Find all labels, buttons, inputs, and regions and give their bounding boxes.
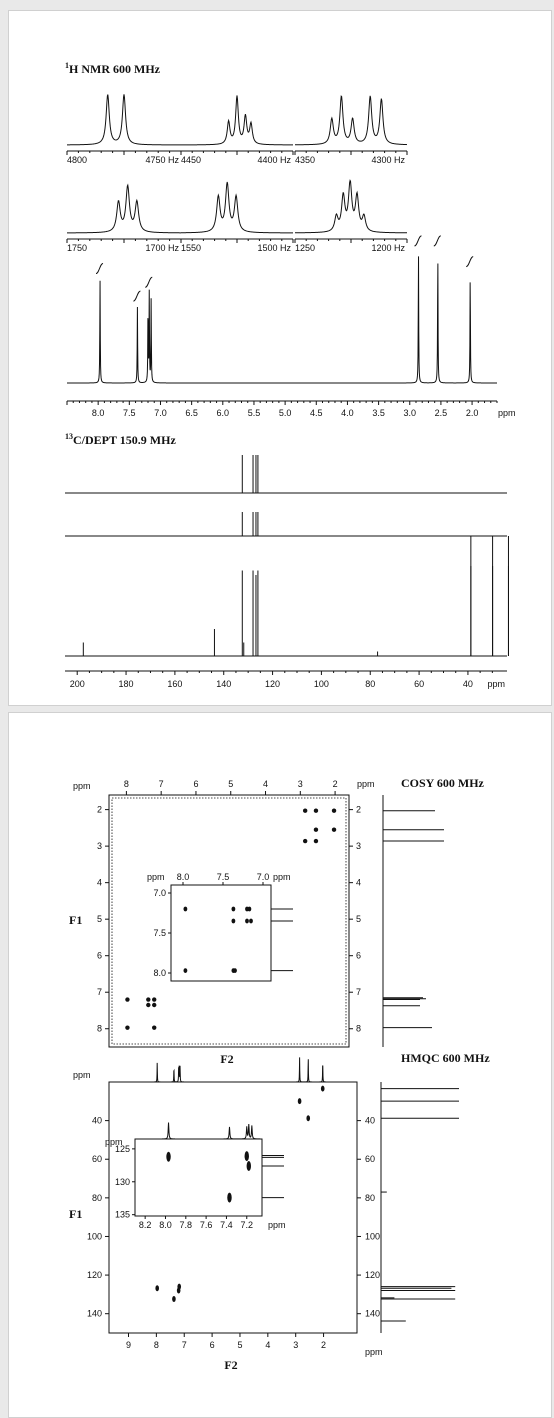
c-tick-label: 180 (118, 679, 134, 689)
cosy-y-tick-label-right: 6 (356, 950, 362, 961)
cosy-inset-y-label: 7.0 (153, 888, 166, 898)
c-tick-label: 80 (365, 679, 376, 689)
hmqc-inset-peak (247, 1161, 251, 1171)
c-dept-title (65, 432, 176, 447)
c-dept-spectra (65, 455, 508, 689)
cosy-x-tick-label: 5 (228, 779, 234, 789)
hmqc-inset-x-label: 7.2 (240, 1220, 254, 1230)
h-tick-label: 5.5 (247, 408, 261, 418)
cosy-cross-peak (314, 839, 318, 843)
expansion-panel (67, 185, 181, 253)
cosy-cross-peak (125, 997, 129, 1001)
hmqc-y-tick-label-left: 140 (86, 1308, 102, 1319)
cosy-y-tick-label-left: 4 (96, 877, 102, 888)
hmqc-x-tick-label: 4 (265, 1340, 271, 1350)
hmqc-y-tick-label-right: 60 (365, 1154, 376, 1165)
cosy-cross-peak (332, 809, 336, 813)
hmqc-x-tick-label: 5 (237, 1340, 243, 1350)
cosy-x-tick-label: 7 (158, 779, 164, 789)
c-tick-label: 40 (462, 679, 473, 689)
cosy-x-tick-label: 2 (332, 779, 338, 789)
h-tick-label: 4.0 (341, 408, 354, 418)
cosy-inset-frame (171, 885, 271, 981)
cosy-cross-peak (125, 1025, 129, 1029)
hmqc-y-tick-label-right: 80 (365, 1192, 376, 1203)
hmqc-inset-projection-top (135, 1123, 262, 1140)
hmqc-x-tick-label: 8 (153, 1340, 159, 1350)
hmqc-y-tick-label-right: 140 (365, 1308, 381, 1319)
cosy-inset-y-label: 7.5 (153, 928, 166, 938)
nmr-1d-page (8, 10, 552, 706)
hmqc-x-tick-label: 3 (293, 1340, 299, 1350)
cosy-cross-peak (314, 827, 318, 831)
hmqc-inset-y-label: 135 (114, 1209, 130, 1220)
h-tick-label: 6.0 (216, 408, 230, 418)
hmqc-inset-frame (135, 1139, 262, 1216)
hmqc-inset-peak (245, 1151, 249, 1161)
cosy-y-tick-label-left: 3 (96, 841, 102, 852)
hmqc-x-tick-label: 2 (321, 1340, 327, 1350)
cosy-inset-peak (245, 919, 249, 924)
h-tick-label: 4.5 (310, 408, 323, 418)
cosy-y-tick-label-left: 2 (96, 804, 102, 815)
cosy-y-tick-label-right: 7 (356, 987, 362, 998)
hmqc-x-tick-label: 7 (181, 1340, 187, 1350)
expansion-tick-label: 4450 (181, 155, 202, 165)
hmqc-inset-unit-y: ppm (105, 1137, 123, 1147)
h-title-sup: 1 (65, 61, 69, 70)
cosy-y-tick-label-right: 4 (356, 877, 362, 888)
expansion-tick-label: 4800 (67, 155, 88, 165)
hmqc-inset-x-label: 7.8 (179, 1220, 193, 1230)
hmqc-f1-label: F1 (69, 1207, 83, 1221)
expansion-panel (295, 96, 407, 165)
expansion-trace (295, 181, 407, 233)
expansion-tick-label: 1250 (295, 243, 316, 253)
hmqc-y-tick-label-right: 100 (365, 1231, 381, 1242)
hmqc-y-tick-label-right: 120 (365, 1270, 381, 1281)
expansion-panel (295, 181, 407, 254)
cosy-y-tick-label-right: 5 (356, 914, 362, 925)
cosy-y-tick-label-right: 3 (356, 841, 362, 852)
hmqc-y-tick-label-left: 40 (91, 1115, 102, 1126)
c-tick-label: 100 (313, 679, 329, 689)
expansion-panel (67, 94, 181, 165)
cosy-unit-top-left: ppm (73, 781, 91, 791)
h-tick-label: 3.5 (372, 408, 385, 418)
cosy-inset-y-label: 8.0 (153, 968, 166, 978)
nmr-2d-page (8, 712, 552, 1418)
hmqc-cross-peak (172, 1296, 176, 1302)
hmqc-title: HMQC 600 MHz (401, 1051, 490, 1065)
h-axis-unit: ppm (498, 408, 516, 418)
expansion-panel (181, 182, 293, 253)
cosy-unit-top-right: ppm (357, 779, 375, 789)
cosy-inset-x-label: 8.0 (176, 872, 190, 882)
h-tick-label: 8.0 (91, 408, 105, 418)
integral-curve (145, 277, 152, 287)
hmqc-inset-y-label: 130 (114, 1176, 130, 1187)
integral-curve (96, 264, 103, 274)
cosy-inset-peak (184, 968, 188, 973)
h-nmr-trace (67, 256, 497, 383)
hmqc-inset-peak (166, 1152, 170, 1162)
h-nmr-title (65, 61, 161, 76)
cosy-f2-label: F2 (220, 1052, 234, 1066)
cosy-inset-x-label: 7.0 (256, 872, 270, 882)
cosy-y-tick-label-left: 5 (96, 914, 102, 925)
cosy-inset-peak (232, 907, 236, 912)
c-title-text: C/DEPT 150.9 MHz (73, 433, 176, 447)
hmqc-cross-peak (177, 1284, 181, 1290)
expansion-trace (67, 94, 181, 145)
cosy-inset-peak (248, 907, 252, 912)
cosy-cross-peak (146, 1003, 150, 1007)
hmqc-y-tick-label-left: 120 (86, 1270, 102, 1281)
hmqc-y-tick-label-left: 60 (91, 1154, 102, 1165)
h-expansion-panels (67, 94, 407, 253)
cosy-y-tick-label-left: 8 (96, 1023, 102, 1034)
hmqc-inset-x-label: 7.4 (220, 1220, 233, 1230)
expansion-tick-label: 1700 Hz (145, 243, 179, 253)
expansion-trace (181, 182, 293, 233)
expansion-tick-label: 1200 Hz (371, 243, 405, 253)
hmqc-inset-x-label: 8.0 (159, 1220, 172, 1230)
hmqc-f2-label: F2 (224, 1358, 238, 1372)
integral-curve (414, 236, 421, 246)
hmqc-inset-x-label: 8.2 (138, 1220, 152, 1230)
integral-curve (466, 257, 473, 267)
cosy-f1-label: F1 (69, 913, 83, 927)
hmqc-y-tick-label-left: 100 (86, 1231, 102, 1242)
cosy-inset-unit-y: ppm (147, 872, 165, 882)
cosy-cross-peak (146, 997, 150, 1001)
cosy-cross-peak (152, 997, 156, 1001)
hmqc-y-tick-label-right: 40 (365, 1115, 376, 1126)
h-nmr-spectrum (67, 236, 516, 418)
hmqc-unit-bottom-right: ppm (365, 1347, 383, 1357)
cosy-inset-x-label: 7.5 (216, 872, 230, 882)
cosy-cross-peak (314, 809, 318, 813)
cosy-inset-peak (184, 907, 188, 912)
hmqc-cross-peak (298, 1098, 302, 1104)
integral-curve (133, 291, 140, 301)
cosy-cross-peak (152, 1003, 156, 1007)
cosy-inset-peak (249, 919, 253, 924)
hmqc-y-tick-label-left: 80 (91, 1192, 102, 1203)
cosy-cross-peak (303, 809, 307, 813)
cosy-inset-unit-x: ppm (273, 872, 291, 882)
cosy-y-tick-label-left: 6 (96, 950, 102, 961)
cosy-title: COSY 600 MHz (401, 776, 484, 790)
expansion-trace (67, 185, 181, 233)
c-tick-label: 140 (216, 679, 232, 689)
cosy-cross-peak (303, 839, 307, 843)
expansion-tick-label: 4350 (295, 155, 316, 165)
c-axis-unit: ppm (487, 679, 505, 689)
hmqc-unit-top-left: ppm (73, 1070, 91, 1080)
cosy-inset-peak (233, 968, 237, 973)
cosy-cross-peak (152, 1025, 156, 1029)
h-tick-label: 2.5 (434, 408, 448, 418)
expansion-trace (295, 96, 407, 145)
hmqc-x-tick-label: 9 (125, 1340, 132, 1350)
hmqc-cross-peak (155, 1285, 159, 1291)
expansion-tick-label: 1550 (181, 243, 202, 253)
cosy-x-tick-label: 6 (193, 779, 199, 789)
integral-curve (434, 236, 441, 246)
expansion-tick-label: 4750 Hz (145, 155, 179, 165)
hmqc-inset-peak (227, 1193, 231, 1203)
cosy-inset-peak (232, 919, 236, 924)
h-title-text: H NMR 600 MHz (69, 62, 160, 76)
expansion-tick-label: 4400 Hz (257, 155, 291, 165)
c-tick-label: 200 (69, 679, 85, 689)
cosy-y-tick-label-left: 7 (96, 987, 102, 998)
h-tick-label: 7.0 (154, 408, 167, 418)
hmqc-x-tick-label: 6 (209, 1340, 215, 1350)
hmqc-inset-x-label: 7.6 (199, 1220, 213, 1230)
h-tick-label: 3.0 (403, 408, 417, 418)
hmqc-cross-peak (306, 1115, 310, 1121)
hmqc-inset-unit-x: ppm (268, 1220, 286, 1230)
h-tick-label: 7.5 (123, 408, 136, 418)
cosy-x-tick-label: 3 (297, 779, 303, 789)
expansion-trace (181, 95, 293, 144)
expansion-tick-label: 1750 (67, 243, 88, 253)
cosy-x-tick-label: 4 (263, 779, 269, 789)
hmqc-inset-y-label: 125 (114, 1143, 130, 1154)
c-title-sup: 13 (65, 432, 73, 441)
h-tick-label: 5.0 (278, 408, 292, 418)
cosy-y-tick-label-right: 2 (356, 804, 362, 815)
nmr-1d-figure (9, 11, 551, 705)
cosy-cross-peak (332, 827, 336, 831)
expansion-tick-label: 4300 Hz (371, 155, 405, 165)
c-tick-label: 160 (167, 679, 183, 689)
hmqc-plot (69, 1057, 459, 1372)
c-tick-label: 60 (414, 679, 425, 689)
nmr-2d-figure (9, 713, 551, 1417)
hmqc-cross-peak (321, 1086, 325, 1092)
h-tick-label: 2.0 (465, 408, 479, 418)
expansion-tick-label: 1500 Hz (257, 243, 291, 253)
cosy-plot (69, 779, 444, 1066)
h-tick-label: 6.5 (185, 408, 198, 418)
expansion-panel (181, 95, 293, 165)
cosy-x-tick-label: 8 (123, 779, 129, 789)
cosy-y-tick-label-right: 8 (356, 1023, 362, 1034)
c-tick-label: 120 (265, 679, 281, 689)
